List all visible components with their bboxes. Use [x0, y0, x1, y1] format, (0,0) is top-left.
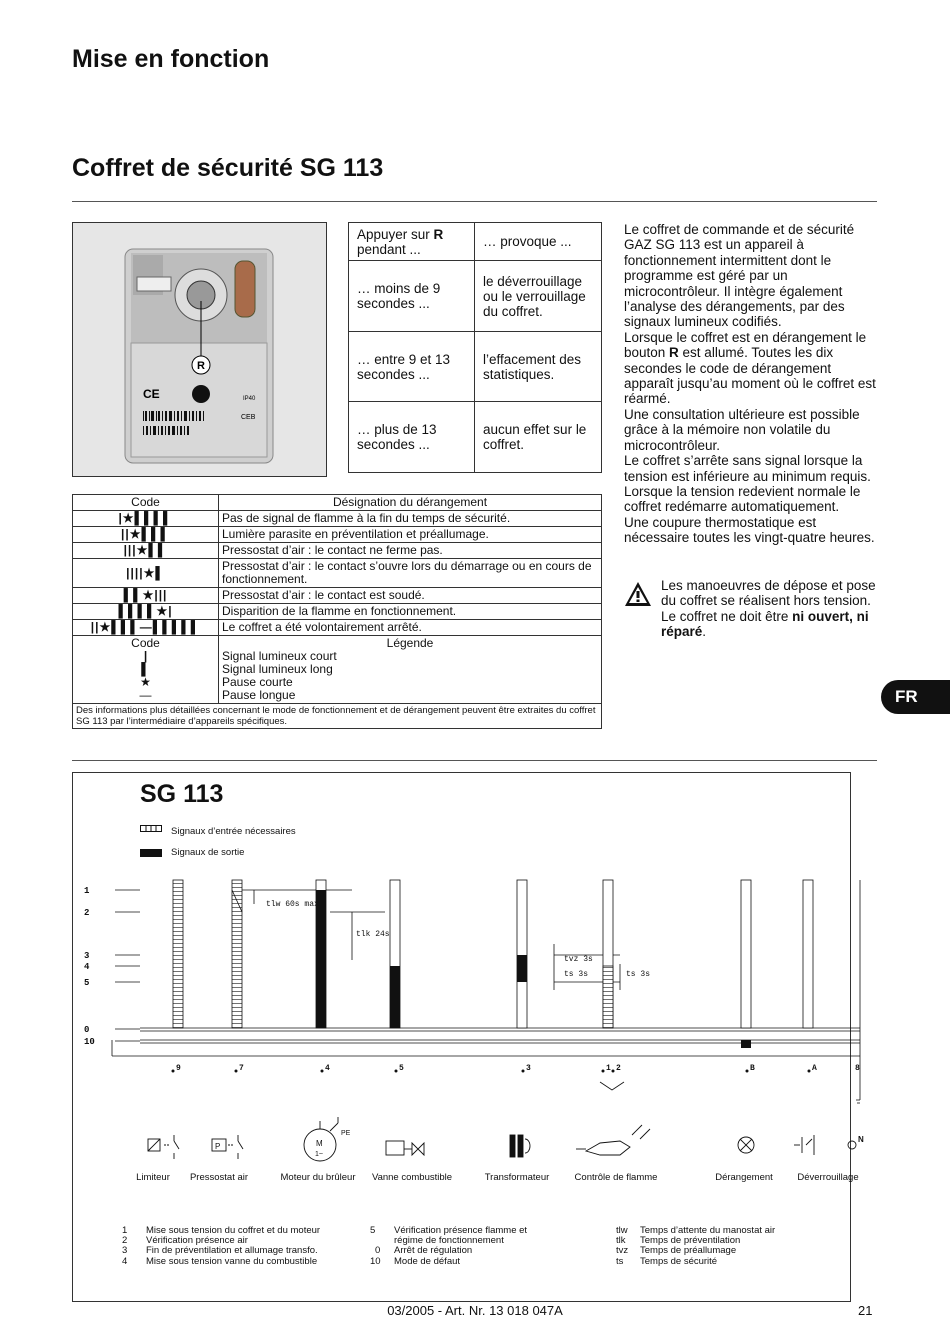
page-title: Mise en fonction [72, 45, 270, 73]
row-label: 0 [84, 1025, 90, 1035]
terminal-label: 8 [855, 1064, 860, 1073]
neutral-label: N [858, 1135, 864, 1144]
legend-output: Signaux de sortie [171, 847, 245, 858]
fault-code-table [72, 494, 602, 729]
press-effect: l’effacement des statistiques. [475, 332, 602, 402]
device-illustration [73, 223, 326, 476]
footer-reference: 03/2005 - Art. Nr. 13 018 047A [387, 1303, 563, 1318]
pe-label: PE [341, 1130, 351, 1137]
component-label: Dérangement [715, 1172, 773, 1183]
input-signal-swatch [140, 825, 162, 833]
step-list-2: 5 Vérification présence flamme et régime de fonctionnement 0 Arrêt de régulation 10 Mode de défaut [370, 1225, 528, 1267]
fault-desc: Le coffret a été volontairement arrêté. [219, 620, 602, 636]
terminal-label: 2 [616, 1064, 621, 1073]
press-duration: … moins de 9 secondes ... [349, 261, 475, 332]
terminal-label: 3 [526, 1064, 531, 1073]
paragraph: Lorsque le coffret est en dérangement le bouton R est allumé. Toutes les dix secondes le code de dérangement apparaît jusqu’au moment où le coffret est réarmé. [624, 329, 876, 407]
row-label: 5 [84, 978, 90, 988]
legend-codes: Code | ▌ ★ — [73, 636, 219, 704]
press-effect: le déverrouillage ou le verrouillage du coffret. [475, 261, 602, 332]
timing-tlk: tlk 24s [356, 930, 390, 939]
page-number: 21 [858, 1303, 873, 1318]
paragraph: Le coffret s’arrête sans signal lorsque la tension est inférieure au minimum requis. Lorsque la tension redevient normale le coffret redémarre automatiquement. [624, 453, 871, 515]
reset-switch-icon [794, 1135, 814, 1155]
timing-tlw: tlw 60s max [266, 900, 319, 909]
component-label: Contrôle de flamme [574, 1172, 658, 1183]
ip-label: IP40 [243, 396, 256, 402]
fault-desc: Lumière parasite en préventilation et préallumage. [219, 527, 602, 543]
diagram-title: SG 113 [140, 780, 224, 808]
row-label: 2 [84, 908, 90, 918]
abbreviation-list: tlw Temps d’attente du manostat air tlk Temps de préventilation tvz Temps de préallumage ts Temps de sécurité [616, 1225, 776, 1267]
col-desc: Désignation du dérangement [219, 495, 602, 511]
ceb-label: CEB [241, 414, 256, 421]
fault-code: ▌▌★||| [73, 588, 219, 604]
row-label: 3 [84, 951, 90, 961]
timing-ts: ts 3s [564, 970, 589, 979]
motor-symbol-sublabel: 1~ [315, 1151, 323, 1158]
terminal-label: 9 [176, 1064, 181, 1073]
output-signal-swatch [140, 849, 162, 857]
paragraph: Le coffret de commande et de sécurité GAZ SG 113 est un appareil à fonctionnement intermittent dont le programme est géré par un microcontrôleur. Il intègre également l’analyse des dérangements, par des signaux lumineux codifiés. [624, 222, 855, 330]
row-label: 4 [84, 962, 90, 972]
component-label: Transformateur [484, 1172, 550, 1183]
component-label: Limiteur [136, 1172, 170, 1183]
section-title: Coffret de sécurité SG 113 [72, 154, 384, 182]
component-label: Vanne combustible [371, 1172, 453, 1183]
reset-button-label: R [197, 360, 205, 372]
terminal-label: 5 [399, 1064, 404, 1073]
fault-desc: Pressostat d’air : le contact ne ferme pas. [219, 543, 602, 559]
fault-desc: Disparition de la flamme en fonctionnement. [219, 604, 602, 620]
warning-text: Les manoeuvres de dépose et pose du coffret se réalisent hors tension. Le coffret ne doit être ni ouvert, ni réparé. [661, 578, 876, 640]
legend-input: Signaux d’entrée nécessaires [171, 826, 296, 837]
neutral-terminal-icon [848, 1141, 856, 1149]
divider [72, 201, 877, 202]
timing-ts: ts 3s [626, 970, 651, 979]
component-symbols [130, 1115, 870, 1170]
fault-code: |||★▌▌ [73, 543, 219, 559]
press-header-effect: … provoque ... [475, 223, 602, 261]
divider [72, 760, 877, 761]
paragraph: Une consultation ultérieure est possible grâce à la mémoire non volatile du microcontrôleur. [624, 406, 860, 453]
fault-lamp-icon [738, 1137, 754, 1153]
component-label: Moteur du brûleur [280, 1172, 356, 1183]
motor-symbol-label: M [316, 1139, 323, 1148]
timing-chart [80, 860, 870, 1120]
transformer-icon [510, 1135, 530, 1157]
warning-icon [624, 581, 652, 607]
paragraph: Une coupure thermostatique est nécessaire toutes les vingt-quatre heures. [624, 514, 875, 546]
fault-code: ||★▌▌▌ [73, 527, 219, 543]
col-code: Code [73, 495, 219, 511]
reset-button-table [348, 222, 602, 473]
step-list-1: 1 Mise sous tension du coffret et du moteur 2 Vérification présence air 3 Fin de préventilation et allumage transfo. 4 Mise sous tension vanne du combustible [122, 1225, 321, 1267]
flame-sensor-icon [576, 1125, 650, 1155]
component-label: Pressostat air [189, 1172, 249, 1183]
fault-desc: Pressostat d’air : le contact est soudé. [219, 588, 602, 604]
press-header-duration: Appuyer sur R pendant ... [349, 223, 475, 261]
row-label: 1 [84, 886, 90, 896]
press-duration: … entre 9 et 13 secondes ... [349, 332, 475, 402]
component-label: Déverrouillage [797, 1172, 859, 1183]
pressostat-symbol-label: P [215, 1142, 221, 1151]
terminal-label: B [750, 1064, 755, 1073]
fault-desc: Pressostat d’air : le contact s’ouvre lors du démarrage ou en cours de fonctionnement. [219, 559, 602, 588]
terminal-label: 1 [606, 1064, 611, 1073]
fault-desc: Pas de signal de flamme à la fin du temps de sécurité. [219, 511, 602, 527]
table-note: Des informations plus détaillées concernant le mode de fonctionnement et de dérangement peuvent être extraites du coffret SG 113 par l’intermédiaire d’appareils spécifiques. [73, 704, 602, 729]
limiter-icon [148, 1135, 179, 1159]
fault-code: ||★▌▌▌—▌▌▌▌▌ [73, 620, 219, 636]
fault-code: |★▌▌▌▌ [73, 511, 219, 527]
description-text [624, 222, 880, 546]
fault-code: ▌▌▌▌★| [73, 604, 219, 620]
row-label: 10 [84, 1037, 95, 1047]
timing-tvz: tvz 3s [564, 955, 593, 964]
language-tab: FR [881, 680, 950, 714]
terminal-label: 4 [325, 1064, 330, 1073]
legend-descs: Légende Signal lumineux court Signal lumineux long Pause courte Pause longue [219, 636, 602, 704]
terminal-label: 7 [239, 1064, 244, 1073]
fault-code: ||||★▌ [73, 559, 219, 588]
press-duration: … plus de 13 secondes ... [349, 402, 475, 473]
press-effect: aucun effet sur le coffret. [475, 402, 602, 473]
device-photo [72, 222, 327, 477]
ce-mark: CE [143, 387, 160, 401]
warning-block [624, 578, 880, 640]
fuel-valve-icon [386, 1141, 424, 1155]
terminal-label: A [812, 1064, 817, 1073]
